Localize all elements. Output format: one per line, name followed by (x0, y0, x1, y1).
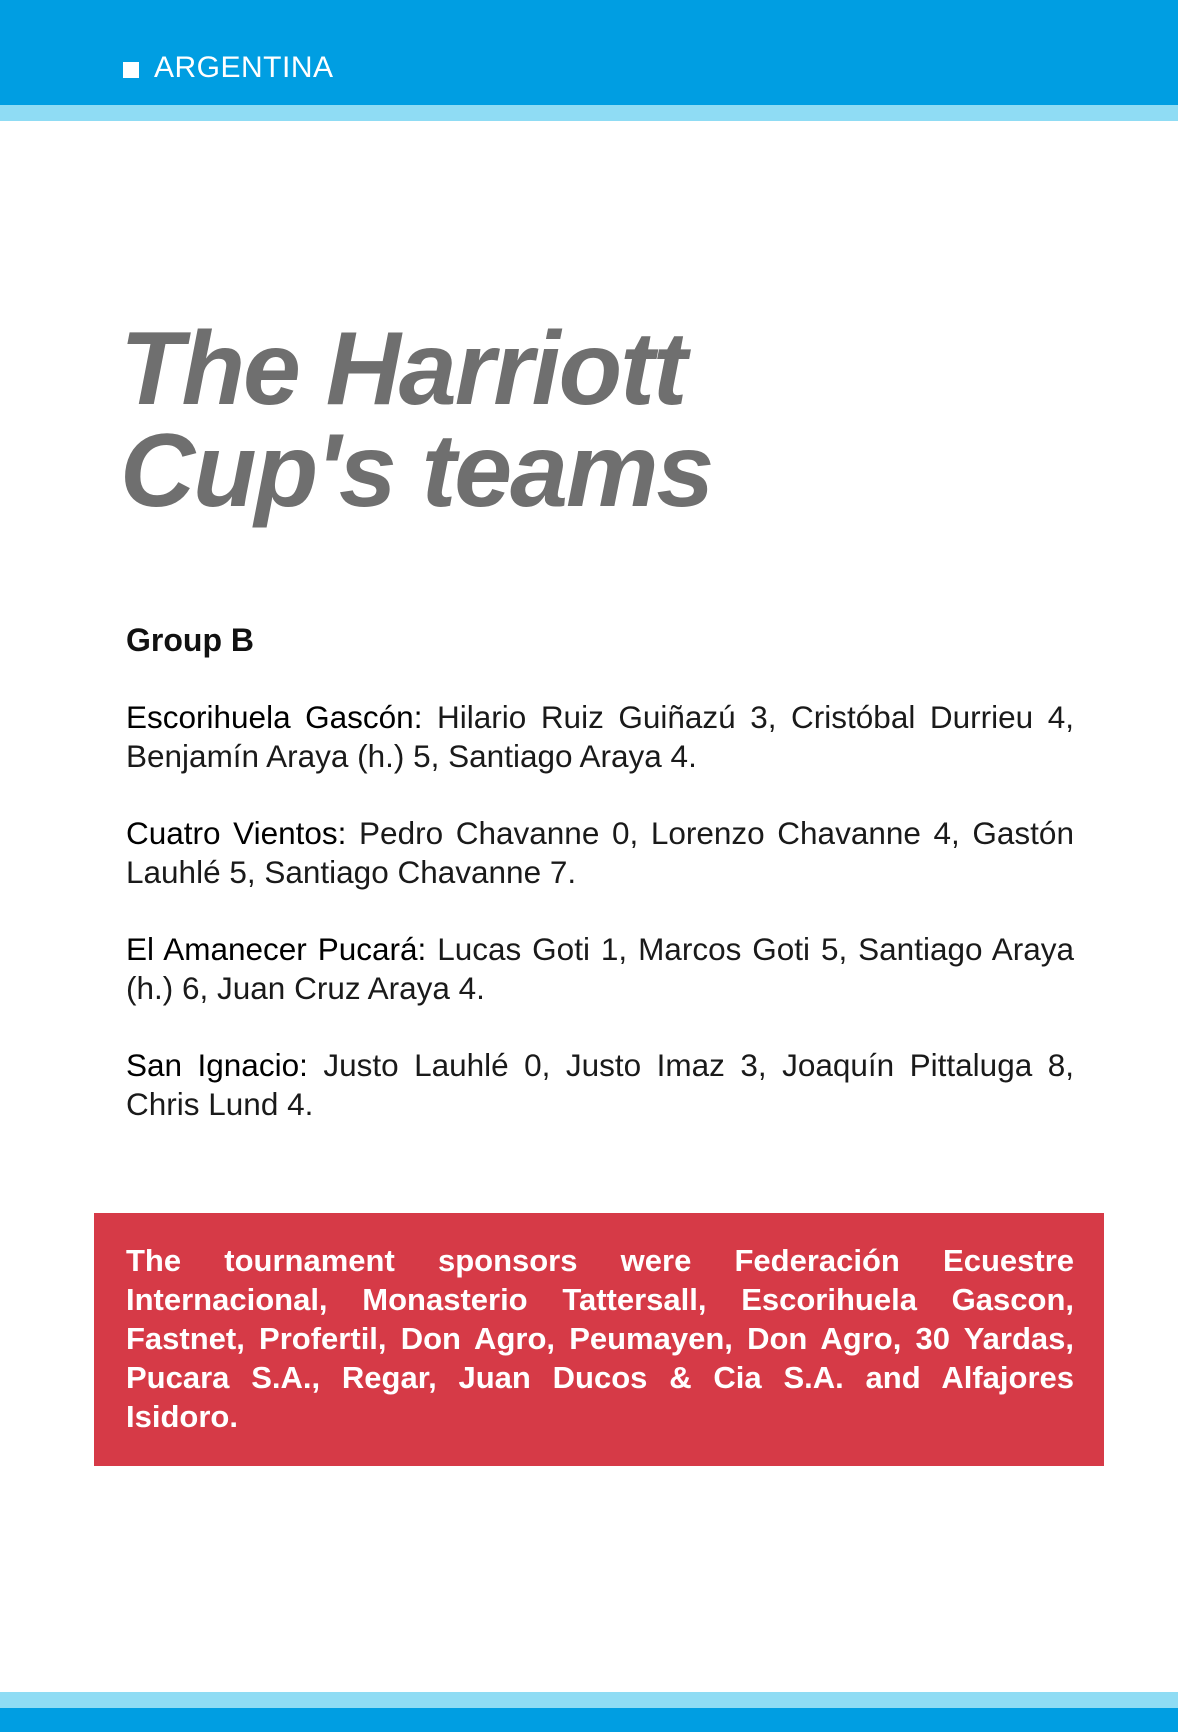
team-name: San Ignacio: (126, 1047, 308, 1083)
footer-bar (0, 1708, 1178, 1732)
sponsor-box (94, 1213, 1104, 1466)
team-list (126, 618, 1074, 1162)
group-heading: Group B (126, 622, 254, 658)
header-stripe (0, 105, 1178, 121)
team-entry (126, 698, 1074, 776)
team-entry (126, 930, 1074, 1008)
team-name: Escorihuela Gascón: (126, 699, 423, 735)
team-players: Pedro Chavanne 0, Lorenzo Chavanne 4, Gastón Lauhlé 5, Santiago Chavanne 7. (126, 815, 1074, 890)
page-title-line-2: Cup's teams (120, 413, 713, 529)
sponsor-text: The tournament sponsors were Federación Ecuestre Internacional, Monasterio Tattersall, Escorihuela Gascon, Fastnet, Profertil, Don Agro, Peumayen, Don Agro, 30 Yardas, Pucara S.A., Regar, Juan Ducos & Cia S.A. and Alfajores Isidoro. (126, 1243, 1074, 1434)
team-entry (126, 1046, 1074, 1124)
team-players: Lucas Goti 1, Marcos Goti 5, Santiago Araya (h.) 6, Juan Cruz Araya 4. (126, 931, 1074, 1006)
team-players: Justo Lauhlé 0, Justo Imaz 3, Joaquín Pittaluga 8, Chris Lund 4. (126, 1047, 1074, 1122)
team-entry (126, 814, 1074, 892)
team-name: Cuatro Vientos: (126, 815, 347, 851)
footer-stripe (0, 1692, 1178, 1708)
square-bullet-icon (123, 62, 139, 78)
section-label: ARGENTINA (154, 51, 334, 84)
team-players: Hilario Ruiz Guiñazú 3, Cristóbal Durrieu 4, Benjamín Araya (h.) 5, Santiago Araya 4. (126, 699, 1074, 774)
page-title-line-1: The Harriott (120, 311, 686, 427)
page-title (120, 311, 920, 529)
team-name: El Amanecer Pucará: (126, 931, 427, 967)
